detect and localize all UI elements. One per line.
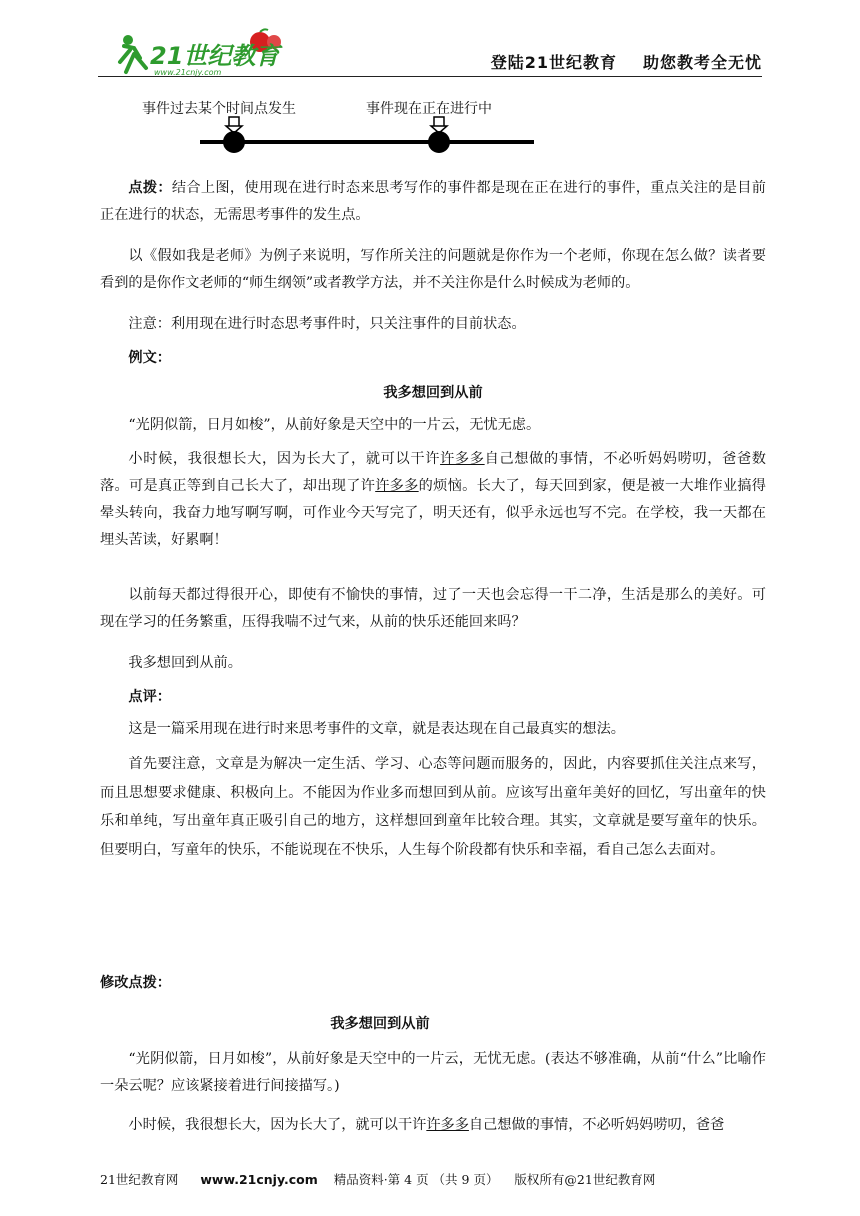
header-divider [98, 76, 762, 77]
logo-graphic [110, 28, 310, 78]
timeline-diagram [140, 95, 560, 165]
essay-paragraph-2: 小时候，我很想长大，因为长大了，就可以干许许多多自己想做的事情，不必听妈妈唠叨，爸爸数落。可是真正等到自己长大了，却出现了许许多多的烦恼。长大了，每天回到家，便是被一大堆作业搞得晕头转向，我奋力地写啊写啊，可作业今天写完了，明天还有，似乎永远也写不完。在学校，我一天都在埋头苦读，好累啊！ [100, 451, 766, 548]
timeline-point-now [428, 131, 450, 153]
revised-paragraph-2: 小时候，我很想长大，因为长大了，就可以干许许多多自己想做的事情，不必听妈妈唠叨，爸爸 [128, 1117, 725, 1133]
essay-title-revised: 我多想回到从前 [330, 1016, 430, 1032]
underlined-text: 许多多 [426, 1117, 469, 1133]
footer-page-info: 精品资料·第 4 页 （共 9 页） [333, 1172, 499, 1187]
site-logo [110, 28, 310, 78]
timeline-label-now: 事件现在正在进行中 [366, 101, 492, 117]
timeline-point-past [223, 131, 245, 153]
logo-url: www.21cnjy.com [154, 68, 222, 77]
revised-paragraph-1: “光阴似箭，日月如梭”，从前好象是天空中的一片云，无忧无虑。(表达不够准确，从前“什么”比喻作一朵云呢？应该紧接着进行间接描写。) [100, 1051, 766, 1094]
underlined-text: 许多多 [375, 478, 419, 494]
footer-copyright: 版权所有@21世纪教育网 [514, 1172, 656, 1187]
revise-label: 修改点拨： [100, 975, 171, 991]
hint-text: 结合上图，使用现在进行时态来思考写作的事件都是现在正在进行的事件，重点关注的是目前正在进行的状态，无需思考事件的发生点。 [100, 180, 766, 223]
timeline-arrow-now [428, 117, 450, 153]
timeline-label-past: 事件过去某个时间点发生 [142, 101, 296, 117]
footer-url[interactable]: www.21cnjy.com [200, 1172, 318, 1187]
logo-text: 21世纪教育 [150, 42, 280, 70]
hint-label: 点拨： [128, 180, 172, 196]
paragraph-hint [100, 175, 766, 229]
comment-label: 点评： [128, 689, 171, 705]
header-slogan [491, 50, 762, 73]
footer-site: 21世纪教育网 [100, 1172, 179, 1187]
essay-paragraph-4: 我多想回到从前。 [128, 655, 242, 671]
comment-paragraph-2: 首先要注意，文章是为解决一定生活、学习、心态等问题而服务的，因此，内容要抓住关注点来写，而且思想要求健康、积极向上。不能因为作业多而想回到从前。应该写出童年美好的回忆，写出童年的快乐和单纯，写出童年真正吸引自己的地方，这样想回到童年比较合理。其实，文章就是要写童年的快乐。但要明白，写童年的快乐，不能说现在不快乐，人生每个阶段都有快乐和幸福，看自己怎么去面对。 [100, 756, 766, 858]
essay-paragraph-3: 以前每天都过得很开心，即使有不愉快的事情，过了一天也会忘得一干二净，生活是那么的美好。可现在学习的任务繁重，压得我喘不过气来，从前的快乐还能回来吗？ [100, 587, 766, 630]
slogan-right: 助您教考全无忧 [642, 53, 762, 72]
slogan-left: 登陆21世纪教育 [490, 53, 617, 72]
underlined-text: 许多多 [440, 451, 485, 467]
paragraph-note: 注意：利用现在进行时态思考事件时，只关注事件的目前状态。 [128, 316, 526, 332]
comment-paragraph-1: 这是一篇采用现在进行时来思考事件的文章，就是表达现在自己最真实的想法。 [128, 721, 625, 737]
example-label: 例文： [128, 350, 171, 366]
timeline-arrow-past [223, 117, 245, 153]
essay-paragraph-1: “光阴似箭，日月如梭”，从前好象是天空中的一片云，无忧无虑。 [128, 417, 541, 433]
page-footer [100, 1170, 780, 1188]
paragraph-example-explain: 以《假如我是老师》为例子来说明，写作所关注的问题就是你作为一个老师，你现在怎么做？读者要看到的是你作文老师的“师生纲领”或者教学方法，并不关注你是什么时候成为老师的。 [100, 248, 766, 291]
essay-title: 我多想回到从前 [383, 385, 483, 401]
